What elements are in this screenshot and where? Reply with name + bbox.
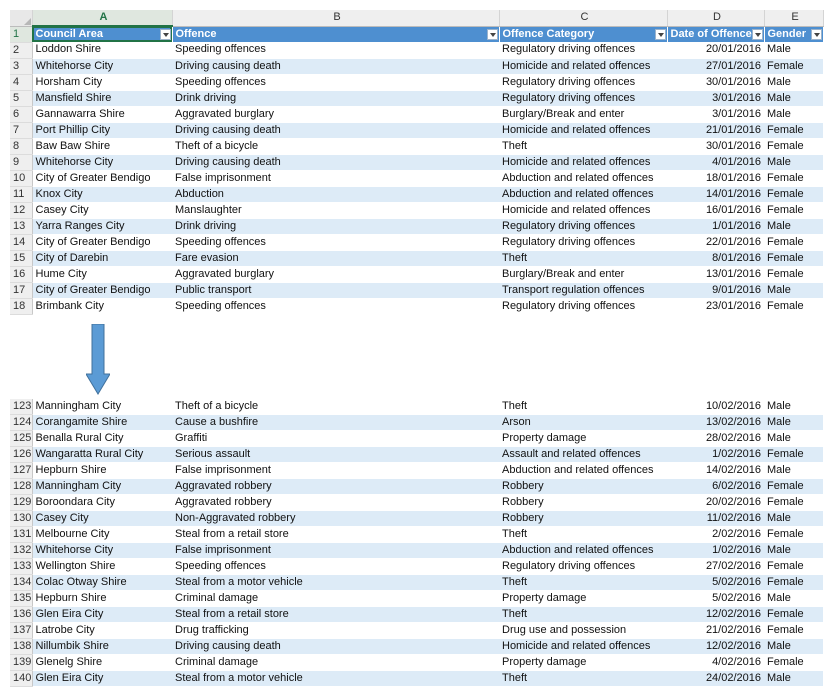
row-number[interactable]: 128 bbox=[10, 479, 32, 495]
cell-gender[interactable]: Female bbox=[764, 186, 823, 202]
table-row bbox=[10, 463, 823, 479]
cell-gender[interactable]: Male bbox=[764, 74, 823, 90]
cell-offence-category[interactable]: Regulatory driving offences bbox=[499, 298, 667, 314]
column-header-row bbox=[10, 10, 823, 26]
row-number[interactable]: 10 bbox=[10, 170, 32, 186]
cell-offence[interactable]: Manslaughter bbox=[172, 202, 499, 218]
cell-date[interactable]: 3/01/2016 bbox=[667, 106, 764, 122]
filter-dropdown-icon[interactable] bbox=[160, 29, 171, 40]
column-header-a[interactable]: A bbox=[32, 10, 172, 26]
cell-gender[interactable]: Male bbox=[764, 218, 823, 234]
table-row bbox=[10, 447, 823, 463]
table-row bbox=[10, 639, 823, 655]
cell-date[interactable]: 3/01/2016 bbox=[667, 90, 764, 106]
cell-gender[interactable]: Female bbox=[764, 623, 823, 639]
cell-offence[interactable]: Steal from a motor vehicle bbox=[172, 671, 499, 687]
table-header-row bbox=[10, 26, 823, 42]
cell-council-area[interactable]: City of Darebin bbox=[32, 250, 172, 266]
cell-gender[interactable]: Male bbox=[764, 591, 823, 607]
cell-offence-category[interactable]: Homicide and related offences bbox=[499, 122, 667, 138]
cell-offence[interactable]: Criminal damage bbox=[172, 655, 499, 671]
filter-dropdown-icon[interactable] bbox=[811, 29, 822, 40]
filter-dropdown-icon[interactable] bbox=[487, 29, 498, 40]
cell-date[interactable]: 30/01/2016 bbox=[667, 138, 764, 154]
cell-date[interactable]: 12/02/2016 bbox=[667, 639, 764, 655]
cell-offence-category[interactable]: Regulatory driving offences bbox=[499, 218, 667, 234]
cell-gender[interactable]: Female bbox=[764, 495, 823, 511]
cell-offence-category[interactable]: Burglary/Break and enter bbox=[499, 266, 667, 282]
row-number[interactable]: 16 bbox=[10, 266, 32, 282]
cell-offence[interactable]: Speeding offences bbox=[172, 559, 499, 575]
row-number[interactable]: 131 bbox=[10, 527, 32, 543]
spreadsheet-top bbox=[10, 10, 824, 315]
cell-date[interactable]: 22/01/2016 bbox=[667, 234, 764, 250]
cell-date[interactable]: 8/01/2016 bbox=[667, 250, 764, 266]
cell-gender[interactable]: Male bbox=[764, 463, 823, 479]
table-row bbox=[10, 234, 823, 250]
cell-council-area[interactable]: Port Phillip City bbox=[32, 122, 172, 138]
row-number[interactable]: 2 bbox=[10, 42, 32, 58]
cell-offence[interactable]: Non-Aggravated robbery bbox=[172, 511, 499, 527]
cell-offence-category[interactable]: Theft bbox=[499, 575, 667, 591]
cell-date[interactable]: 14/01/2016 bbox=[667, 186, 764, 202]
cell-council-area[interactable]: Benalla Rural City bbox=[32, 431, 172, 447]
table-row bbox=[10, 266, 823, 282]
cell-gender[interactable]: Female bbox=[764, 479, 823, 495]
cell-council-area[interactable]: Horsham City bbox=[32, 74, 172, 90]
cell-date[interactable]: 28/02/2016 bbox=[667, 431, 764, 447]
cell-offence-category[interactable]: Abduction and related offences bbox=[499, 170, 667, 186]
cell-offence-category[interactable]: Homicide and related offences bbox=[499, 58, 667, 74]
cell-council-area[interactable]: Glenelg Shire bbox=[32, 655, 172, 671]
cell-offence-category[interactable]: Theft bbox=[499, 671, 667, 687]
cell-council-area[interactable]: Hume City bbox=[32, 266, 172, 282]
table-row bbox=[10, 543, 823, 559]
cell-offence-category[interactable]: Abduction and related offences bbox=[499, 186, 667, 202]
cell-council-area[interactable]: Brimbank City bbox=[32, 298, 172, 314]
cell-offence[interactable]: Serious assault bbox=[172, 447, 499, 463]
column-header-c[interactable]: C bbox=[499, 10, 667, 26]
cell-offence[interactable]: Fare evasion bbox=[172, 250, 499, 266]
row-number[interactable]: 14 bbox=[10, 234, 32, 250]
cell-gender[interactable]: Female bbox=[764, 250, 823, 266]
cell-council-area[interactable]: Casey City bbox=[32, 202, 172, 218]
table-row bbox=[10, 218, 823, 234]
cell-offence[interactable]: Drink driving bbox=[172, 218, 499, 234]
table-row bbox=[10, 154, 823, 170]
cell-offence[interactable]: Speeding offences bbox=[172, 298, 499, 314]
cell-date[interactable]: 9/01/2016 bbox=[667, 282, 764, 298]
cell-gender[interactable]: Female bbox=[764, 655, 823, 671]
corner-triangle-icon bbox=[24, 18, 31, 25]
cell-offence[interactable]: Aggravated robbery bbox=[172, 495, 499, 511]
cell-offence[interactable]: Driving causing death bbox=[172, 154, 499, 170]
cell-date[interactable]: 2/02/2016 bbox=[667, 527, 764, 543]
row-number[interactable]: 134 bbox=[10, 575, 32, 591]
filter-dropdown-icon[interactable] bbox=[655, 29, 666, 40]
cell-offence-category[interactable]: Regulatory driving offences bbox=[499, 559, 667, 575]
cell-offence-category[interactable]: Abduction and related offences bbox=[499, 463, 667, 479]
cell-offence[interactable]: Drug trafficking bbox=[172, 623, 499, 639]
header-gender[interactable] bbox=[764, 26, 823, 42]
cell-offence[interactable]: Steal from a motor vehicle bbox=[172, 575, 499, 591]
cell-council-area[interactable]: Wangaratta Rural City bbox=[32, 447, 172, 463]
cell-offence[interactable]: Theft of a bicycle bbox=[172, 399, 499, 415]
row-number[interactable]: 135 bbox=[10, 591, 32, 607]
header-label: Offence bbox=[175, 27, 217, 40]
cell-gender[interactable]: Female bbox=[764, 234, 823, 250]
table-row bbox=[10, 42, 823, 58]
table-row bbox=[10, 511, 823, 527]
cell-offence[interactable]: Speeding offences bbox=[172, 42, 499, 58]
cell-offence-category[interactable]: Abduction and related offences bbox=[499, 543, 667, 559]
table-row bbox=[10, 431, 823, 447]
column-header-d[interactable]: D bbox=[667, 10, 764, 26]
header-label: Gender bbox=[767, 27, 807, 40]
cell-offence-category[interactable]: Arson bbox=[499, 415, 667, 431]
cell-date[interactable]: 24/02/2016 bbox=[667, 671, 764, 687]
row-number[interactable]: 12 bbox=[10, 202, 32, 218]
row-number[interactable]: 138 bbox=[10, 639, 32, 655]
cell-gender[interactable]: Male bbox=[764, 90, 823, 106]
cell-council-area[interactable]: Gannawarra Shire bbox=[32, 106, 172, 122]
row-number[interactable]: 126 bbox=[10, 447, 32, 463]
cell-gender[interactable]: Male bbox=[764, 671, 823, 687]
cell-date[interactable]: 13/02/2016 bbox=[667, 415, 764, 431]
row-number[interactable]: 132 bbox=[10, 543, 32, 559]
cell-offence-category[interactable]: Property damage bbox=[499, 655, 667, 671]
cell-council-area[interactable]: Latrobe City bbox=[32, 623, 172, 639]
cell-offence-category[interactable]: Theft bbox=[499, 607, 667, 623]
cell-council-area[interactable]: Mansfield Shire bbox=[32, 90, 172, 106]
cell-date[interactable]: 1/02/2016 bbox=[667, 447, 764, 463]
cell-gender[interactable]: Female bbox=[764, 527, 823, 543]
table-row bbox=[10, 591, 823, 607]
cell-council-area[interactable]: City of Greater Bendigo bbox=[32, 170, 172, 186]
cell-council-area[interactable]: Nillumbik Shire bbox=[32, 639, 172, 655]
row-number[interactable]: 139 bbox=[10, 655, 32, 671]
table-row bbox=[10, 138, 823, 154]
table-row bbox=[10, 106, 823, 122]
table-row bbox=[10, 607, 823, 623]
cell-offence-category[interactable]: Assault and related offences bbox=[499, 447, 667, 463]
cell-gender[interactable]: Female bbox=[764, 575, 823, 591]
cell-council-area[interactable]: Manningham City bbox=[32, 399, 172, 415]
cell-date[interactable]: 1/02/2016 bbox=[667, 543, 764, 559]
cell-date[interactable]: 4/02/2016 bbox=[667, 655, 764, 671]
cell-gender[interactable]: Female bbox=[764, 138, 823, 154]
cell-council-area[interactable]: Whitehorse City bbox=[32, 58, 172, 74]
table-row bbox=[10, 90, 823, 106]
cell-offence-category[interactable]: Theft bbox=[499, 399, 667, 415]
table-row bbox=[10, 74, 823, 90]
cell-date[interactable]: 21/01/2016 bbox=[667, 122, 764, 138]
cell-date[interactable]: 27/01/2016 bbox=[667, 58, 764, 74]
cell-offence[interactable]: Steal from a retail store bbox=[172, 527, 499, 543]
cell-offence-category[interactable]: Theft bbox=[499, 250, 667, 266]
cell-offence-category[interactable]: Robbery bbox=[499, 479, 667, 495]
cell-council-area[interactable]: Loddon Shire bbox=[32, 42, 172, 58]
cell-offence[interactable]: Criminal damage bbox=[172, 591, 499, 607]
cell-date[interactable]: 12/02/2016 bbox=[667, 607, 764, 623]
cell-gender[interactable]: Female bbox=[764, 122, 823, 138]
cell-date[interactable]: 18/01/2016 bbox=[667, 170, 764, 186]
row-number[interactable]: 17 bbox=[10, 282, 32, 298]
cell-offence[interactable]: Speeding offences bbox=[172, 74, 499, 90]
cell-date[interactable]: 14/02/2016 bbox=[667, 463, 764, 479]
cell-date[interactable]: 16/01/2016 bbox=[667, 202, 764, 218]
cell-gender[interactable]: Male bbox=[764, 415, 823, 431]
filter-dropdown-icon[interactable] bbox=[752, 29, 763, 40]
cell-date[interactable]: 11/02/2016 bbox=[667, 511, 764, 527]
select-all-corner[interactable] bbox=[10, 10, 32, 26]
cell-gender[interactable]: Female bbox=[764, 202, 823, 218]
row-number[interactable]: 18 bbox=[10, 298, 32, 314]
table-row bbox=[10, 170, 823, 186]
cell-offence-category[interactable]: Theft bbox=[499, 138, 667, 154]
cell-council-area[interactable]: Corangamite Shire bbox=[32, 415, 172, 431]
cell-offence[interactable]: Aggravated burglary bbox=[172, 266, 499, 282]
cell-offence[interactable]: Driving causing death bbox=[172, 639, 499, 655]
cell-offence-category[interactable]: Robbery bbox=[499, 495, 667, 511]
table-row bbox=[10, 479, 823, 495]
spreadsheet-bottom bbox=[10, 399, 823, 687]
row-number[interactable]: 136 bbox=[10, 607, 32, 623]
row-number[interactable]: 11 bbox=[10, 186, 32, 202]
row-number[interactable]: 123 bbox=[10, 399, 32, 415]
cell-offence[interactable]: Speeding offences bbox=[172, 234, 499, 250]
row-number[interactable]: 8 bbox=[10, 138, 32, 154]
cell-date[interactable]: 21/02/2016 bbox=[667, 623, 764, 639]
row-number[interactable]: 125 bbox=[10, 431, 32, 447]
cell-council-area[interactable]: Baw Baw Shire bbox=[32, 138, 172, 154]
cell-gender[interactable]: Female bbox=[764, 266, 823, 282]
header-label: Council Area bbox=[35, 28, 103, 40]
cell-gender[interactable]: Male bbox=[764, 639, 823, 655]
cell-date[interactable]: 5/02/2016 bbox=[667, 591, 764, 607]
header-offence[interactable] bbox=[172, 26, 499, 42]
cell-date[interactable]: 6/02/2016 bbox=[667, 479, 764, 495]
cell-offence[interactable]: Cause a bushfire bbox=[172, 415, 499, 431]
table-row bbox=[10, 186, 823, 202]
cell-council-area[interactable]: Wellington Shire bbox=[32, 559, 172, 575]
table-row bbox=[10, 527, 823, 543]
cell-council-area[interactable]: Knox City bbox=[32, 186, 172, 202]
table-row bbox=[10, 559, 823, 575]
cell-date[interactable]: 23/01/2016 bbox=[667, 298, 764, 314]
cell-council-area[interactable]: Melbourne City bbox=[32, 527, 172, 543]
row-number[interactable]: 15 bbox=[10, 250, 32, 266]
cell-council-area[interactable]: City of Greater Bendigo bbox=[32, 282, 172, 298]
cell-date[interactable]: 20/01/2016 bbox=[667, 42, 764, 58]
row-number[interactable]: 5 bbox=[10, 90, 32, 106]
cell-council-area[interactable]: Casey City bbox=[32, 511, 172, 527]
row-number[interactable]: 4 bbox=[10, 74, 32, 90]
cell-offence-category[interactable]: Transport regulation offences bbox=[499, 282, 667, 298]
row-number[interactable]: 9 bbox=[10, 154, 32, 170]
row-number[interactable]: 6 bbox=[10, 106, 32, 122]
cell-gender[interactable]: Male bbox=[764, 282, 823, 298]
cell-offence[interactable]: Public transport bbox=[172, 282, 499, 298]
down-arrow-icon bbox=[86, 324, 110, 395]
row-number[interactable]: 13 bbox=[10, 218, 32, 234]
cell-offence-category[interactable]: Homicide and related offences bbox=[499, 154, 667, 170]
table-row bbox=[10, 298, 823, 314]
cell-offence[interactable]: False imprisonment bbox=[172, 170, 499, 186]
cell-offence-category[interactable]: Regulatory driving offences bbox=[499, 42, 667, 58]
cell-gender[interactable]: Female bbox=[764, 559, 823, 575]
cell-date[interactable]: 30/01/2016 bbox=[667, 74, 764, 90]
header-offence-category[interactable] bbox=[499, 26, 667, 42]
header-council-area[interactable] bbox=[32, 26, 172, 42]
cell-council-area[interactable]: Yarra Ranges City bbox=[32, 218, 172, 234]
cell-offence[interactable]: False imprisonment bbox=[172, 543, 499, 559]
row-number[interactable]: 140 bbox=[10, 671, 32, 687]
cell-gender[interactable]: Female bbox=[764, 170, 823, 186]
cell-offence-category[interactable]: Theft bbox=[499, 527, 667, 543]
cell-offence-category[interactable]: Property damage bbox=[499, 591, 667, 607]
cell-council-area[interactable]: Manningham City bbox=[32, 479, 172, 495]
cell-date[interactable]: 20/02/2016 bbox=[667, 495, 764, 511]
cell-council-area[interactable]: Boroondara City bbox=[32, 495, 172, 511]
column-header-e[interactable]: E bbox=[764, 10, 823, 26]
cell-council-area[interactable]: Glen Eira City bbox=[32, 671, 172, 687]
cell-offence[interactable]: Driving causing death bbox=[172, 122, 499, 138]
cell-offence-category[interactable]: Property damage bbox=[499, 431, 667, 447]
cell-gender[interactable]: Male bbox=[764, 42, 823, 58]
table-row bbox=[10, 415, 823, 431]
cell-council-area[interactable]: Whitehorse City bbox=[32, 154, 172, 170]
cell-offence[interactable]: Theft of a bicycle bbox=[172, 138, 499, 154]
cell-offence-category[interactable]: Regulatory driving offences bbox=[499, 234, 667, 250]
cell-offence-category[interactable]: Drug use and possession bbox=[499, 623, 667, 639]
row-number[interactable]: 137 bbox=[10, 623, 32, 639]
cell-council-area[interactable]: Hepburn Shire bbox=[32, 463, 172, 479]
cell-offence[interactable]: False imprisonment bbox=[172, 463, 499, 479]
table-row bbox=[10, 202, 823, 218]
cell-council-area[interactable]: City of Greater Bendigo bbox=[32, 234, 172, 250]
cell-council-area[interactable]: Glen Eira City bbox=[32, 607, 172, 623]
cell-offence[interactable]: Graffiti bbox=[172, 431, 499, 447]
table-row bbox=[10, 399, 823, 415]
cell-offence-category[interactable]: Regulatory driving offences bbox=[499, 74, 667, 90]
cell-gender[interactable]: Male bbox=[764, 543, 823, 559]
cell-gender[interactable]: Male bbox=[764, 431, 823, 447]
header-label: Offence Category bbox=[502, 27, 595, 40]
cell-gender[interactable]: Male bbox=[764, 106, 823, 122]
cell-offence-category[interactable]: Homicide and related offences bbox=[499, 639, 667, 655]
cell-council-area[interactable]: Hepburn Shire bbox=[32, 591, 172, 607]
table-row bbox=[10, 282, 823, 298]
table-row bbox=[10, 575, 823, 591]
cell-gender[interactable]: Female bbox=[764, 447, 823, 463]
cell-offence-category[interactable]: Robbery bbox=[499, 511, 667, 527]
cell-date[interactable]: 1/01/2016 bbox=[667, 218, 764, 234]
row-number[interactable]: 129 bbox=[10, 495, 32, 511]
table-row bbox=[10, 250, 823, 266]
table-row bbox=[10, 655, 823, 671]
table-row bbox=[10, 671, 823, 687]
header-label: Date of Offence bbox=[670, 27, 752, 40]
cell-council-area[interactable]: Whitehorse City bbox=[32, 543, 172, 559]
table-row bbox=[10, 623, 823, 639]
cell-offence-category[interactable]: Burglary/Break and enter bbox=[499, 106, 667, 122]
row-number[interactable]: 127 bbox=[10, 463, 32, 479]
cell-offence[interactable]: Aggravated robbery bbox=[172, 479, 499, 495]
row-number[interactable]: 130 bbox=[10, 511, 32, 527]
cell-gender[interactable]: Female bbox=[764, 58, 823, 74]
table-row bbox=[10, 58, 823, 74]
cell-offence[interactable]: Aggravated burglary bbox=[172, 106, 499, 122]
cell-gender[interactable]: Female bbox=[764, 298, 823, 314]
cell-offence-category[interactable]: Homicide and related offences bbox=[499, 202, 667, 218]
cell-date[interactable]: 27/02/2016 bbox=[667, 559, 764, 575]
cell-offence[interactable]: Abduction bbox=[172, 186, 499, 202]
cell-gender[interactable]: Male bbox=[764, 511, 823, 527]
row-number[interactable]: 7 bbox=[10, 122, 32, 138]
row-number[interactable]: 1 bbox=[10, 26, 32, 42]
cell-gender[interactable]: Male bbox=[764, 154, 823, 170]
table-row bbox=[10, 495, 823, 511]
header-date-of-offence[interactable] bbox=[667, 26, 764, 42]
cell-date[interactable]: 13/01/2016 bbox=[667, 266, 764, 282]
row-number[interactable]: 133 bbox=[10, 559, 32, 575]
column-header-b[interactable]: B bbox=[172, 10, 499, 26]
cell-gender[interactable]: Male bbox=[764, 399, 823, 415]
cell-offence[interactable]: Drink driving bbox=[172, 90, 499, 106]
cell-offence-category[interactable]: Regulatory driving offences bbox=[499, 90, 667, 106]
cell-offence[interactable]: Driving causing death bbox=[172, 58, 499, 74]
cell-date[interactable]: 10/02/2016 bbox=[667, 399, 764, 415]
cell-offence[interactable]: Steal from a retail store bbox=[172, 607, 499, 623]
row-number[interactable]: 124 bbox=[10, 415, 32, 431]
cell-date[interactable]: 4/01/2016 bbox=[667, 154, 764, 170]
table-row bbox=[10, 122, 823, 138]
cell-gender[interactable]: Female bbox=[764, 607, 823, 623]
cell-date[interactable]: 5/02/2016 bbox=[667, 575, 764, 591]
row-number[interactable]: 3 bbox=[10, 58, 32, 74]
cell-council-area[interactable]: Colac Otway Shire bbox=[32, 575, 172, 591]
